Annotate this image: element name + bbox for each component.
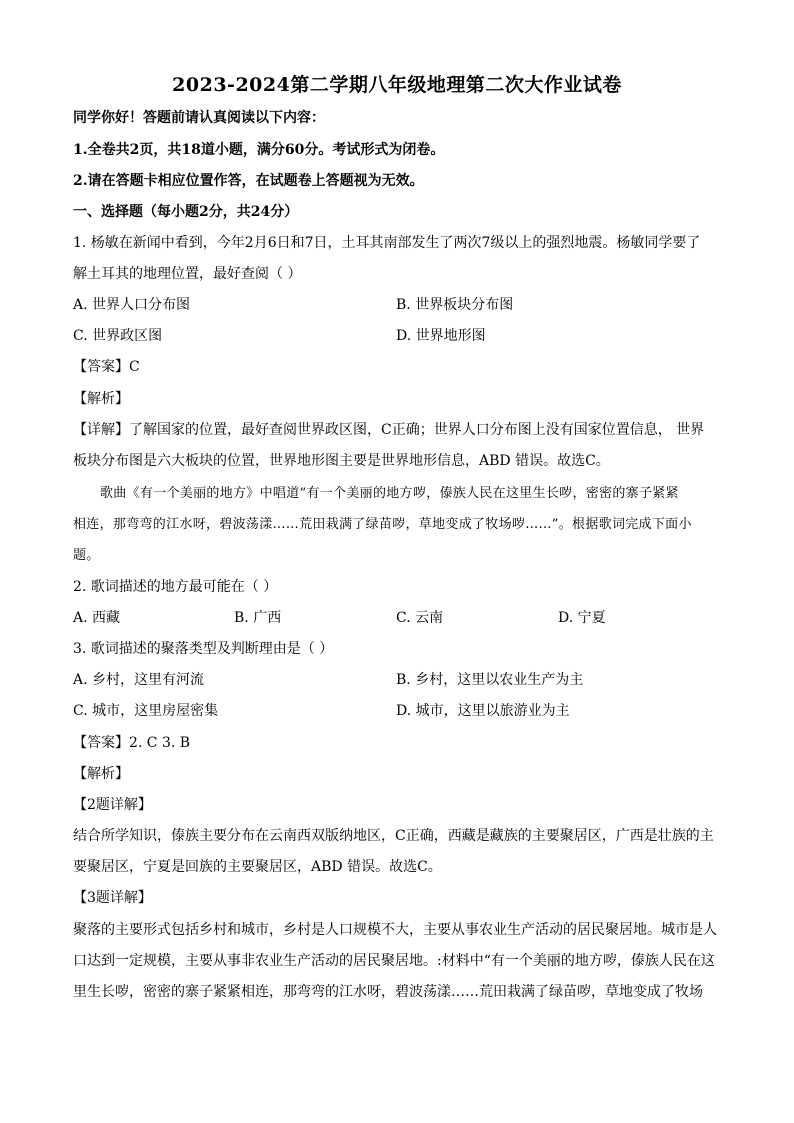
passage-line-2: 相连，那弯弯的江水呀，碧波荡漾……荒田栽满了绿苗哕，草地变成了牧场哕……”。根据歌词完成下面小 xyxy=(73,517,692,532)
q3-detail-line-3: 里生长哕，密密的寨子紧紧相连，那弯弯的江水呀，碧波荡漾……荒田栽满了绿苗哕，草地变成了牧场 xyxy=(73,984,703,1000)
q3-option-b: B. 乡村，这里以农业生产为主 xyxy=(396,672,584,688)
q1-answer: 【答案】C xyxy=(73,359,140,375)
q3-option-c: C. 城市，这里房屋密集 xyxy=(73,703,219,719)
q3-detail-label: 【3题详解】 xyxy=(73,890,152,906)
section-heading: 一、选择题（每小题2分，共24分） xyxy=(73,204,299,220)
q3-option-a: A. 乡村，这里有河流 xyxy=(73,672,205,688)
q1-option-a: A. 世界人口分布图 xyxy=(73,297,191,313)
q23-analysis-label: 【解析】 xyxy=(73,766,129,782)
q2-option-d: D. 宁夏 xyxy=(558,610,606,626)
q3-stem: 3. 歌词描述的聚落类型及判断理由是（ ） xyxy=(73,641,334,657)
page-title: 2023-2024第二学期八年级地理第二次大作业试卷 xyxy=(172,74,622,96)
q1-analysis-label: 【解析】 xyxy=(73,391,129,407)
greeting: 同学你好！答题前请认真阅读以下内容： xyxy=(73,110,325,126)
q1-option-b: B. 世界板块分布图 xyxy=(396,297,514,313)
q2-option-a: A. 西藏 xyxy=(73,610,121,626)
passage-line-1: 歌曲《有一个美丽的地方》中唱道“有一个美丽的地方哕，傣族人民在这里生长哕，密密的寨子紧紧 xyxy=(100,486,679,501)
q2-option-c: C. 云南 xyxy=(396,610,444,626)
q2-stem: 2. 歌词描述的地方最可能在（ ） xyxy=(73,579,278,595)
q1-detail-line-2: 板块分布图是六大板块的位置，世界地形图主要是世界地形信息，ABD 错误。故选C。 xyxy=(73,453,610,469)
q23-answer: 【答案】2. C 3. B xyxy=(73,735,191,751)
passage-line-3: 题。 xyxy=(73,548,100,563)
q1-detail-line-1: 【详解】了解国家的位置，最好查阅世界政区图，C正确；世界人口分布图上没有国家位置信息， 世界 xyxy=(73,422,705,438)
instruction-2: 2.请在答题卡相应位置作答，在试题卷上答题视为无效。 xyxy=(73,173,424,189)
q2-detail-line-2: 要聚居区，宁夏是回族的主要聚居区，ABD 错误。故选C。 xyxy=(73,859,442,875)
q2-detail-line-1: 结合所学知识，傣族主要分布在云南西双版纳地区，C正确，西藏是藏族的主要聚居区，广西是壮族的主 xyxy=(73,828,714,844)
q2-detail-label: 【2题详解】 xyxy=(73,797,152,813)
q2-option-b: B. 广西 xyxy=(234,610,282,626)
instruction-1: 1.全卷共2页，共18道小题，满分60分。考试形式为闭卷。 xyxy=(73,142,445,158)
q1-stem-line-2: 解土耳其的地理位置，最好查阅（ ） xyxy=(73,266,302,282)
q3-detail-line-2: 口达到一定规模，主要从事非农业生产活动的居民聚居地。:材料中“有一个美丽的地方哕，傣族人民在这 xyxy=(73,953,715,969)
q1-stem-line-1: 1. 杨敏在新闻中看到，今年2月6日和7日，土耳其南部发生了两次7级以上的强烈地震。杨敏同学要了 xyxy=(73,235,701,251)
q3-option-d: D. 城市，这里以旅游业为主 xyxy=(396,703,570,719)
q3-detail-line-1: 聚落的主要形式包括乡村和城市，乡村是人口规模不大，主要从事农业生产活动的居民聚居地。城市是人 xyxy=(73,922,717,938)
q1-option-d: D. 世界地形图 xyxy=(396,328,486,344)
q1-option-c: C. 世界政区图 xyxy=(73,328,163,344)
